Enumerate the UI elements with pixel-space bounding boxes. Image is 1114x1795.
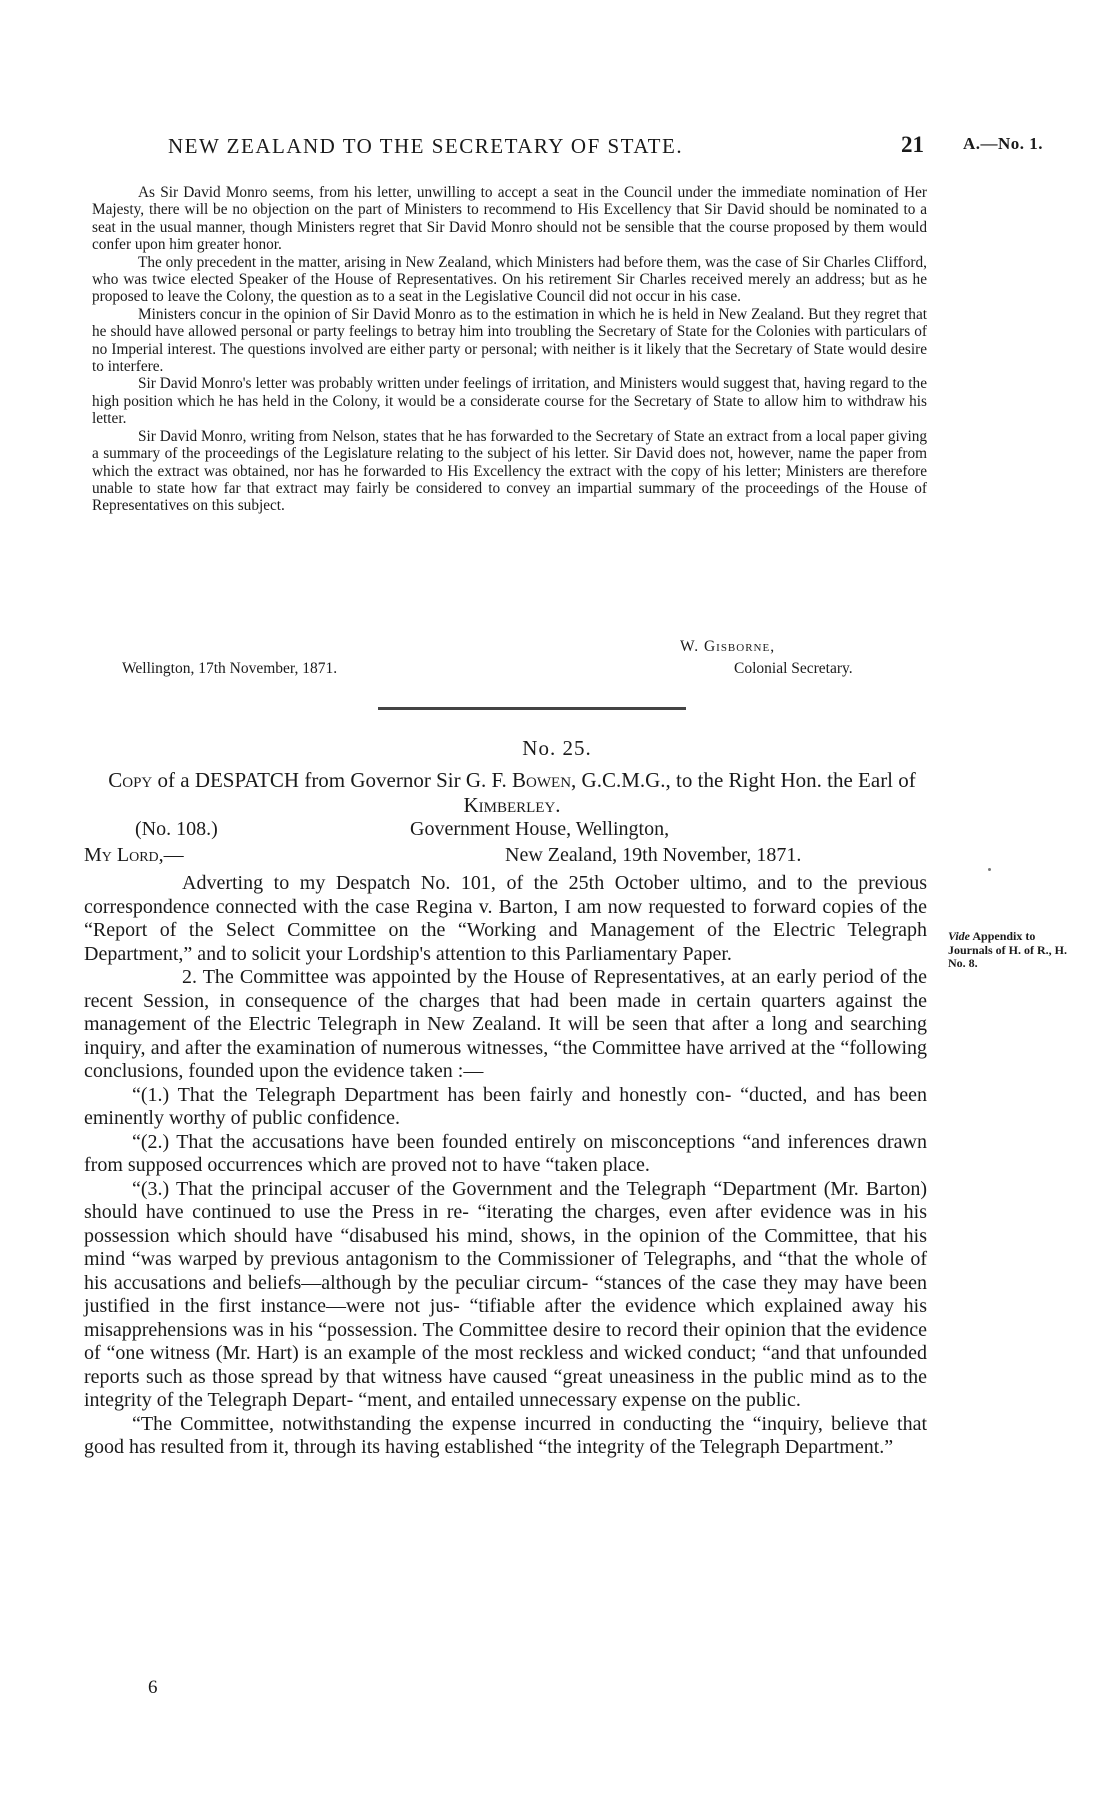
memo-paragraph: As Sir David Monro seems, from his letter, unwilling to accept a seat in the Council under the immediate nomination of Her Majesty, there will be no objection on the part of Ministers to recommend to His Excellency that Sir David should be nominated to a seat in the usual manner, though Ministers regret that Sir David Monro should not be sensible that the course proposed by them would confer upon him greater honor. [92,184,927,254]
page-number: 21 [901,132,924,157]
title-earl-name: Kimberley [463,793,556,817]
margin-note-text: Appendix to Journals of H. of R., H. No. 8. [948,929,1068,970]
margin-note [948,930,1068,971]
memo-paragraph: The only precedent in the matter, arising in New Zealand, which Ministers had before them, was the case of Sir Charles Clifford, who was twice elected Speaker of the House of Representatives. On his retirement Sir Charles received merely an address; but as he proposed to leave the Colony, the question as to a seat in the Legislative Council did not occur in his case. [92,253,927,306]
body-paragraph: Adverting to my Despatch No. 101, of the 25th October ultimo, and to the previous correspondence connected with the case Regina v. Barton, I am now requested to forward copies of the “Report of the Select Committee on the “Working and Management of the Electric Telegraph Department,” and to solicit your Lordship's attention to this Parliamentary Paper. [84,872,927,965]
despatch-title [82,768,942,818]
title-prefix: Copy [108,768,153,792]
title-part-b: , G.C.M.G., to the Right Hon. the Earl of [571,768,916,792]
section-divider [378,707,686,710]
despatch-body [84,872,927,1460]
title-part-a: of a DESPATCH from Governor Sir G. F. [152,768,513,792]
quoted-conclusion: “(1.) That the Telegraph Department has been fairly and honestly con- “ducted, and has been eminently worthy of public confidence. [84,1083,927,1129]
salutation: My Lord,— [84,844,184,866]
title-governor-name: Bowen [512,768,572,792]
running-title: NEW ZEALAND TO THE SECRETARY OF STATE. [168,134,684,158]
speck [988,868,991,871]
memo-paragraph: Sir David Monro's letter was probably written under feelings of irritation, and Ministers would suggest that, having regard to the high position which he has held in the Colony, it would be a considerate course for the Secretary of State to allow him to withdraw his letter. [92,375,927,428]
despatch-reference: (No. 108.) [135,818,218,840]
despatch-number: No. 25. [522,736,592,760]
sheet-signature: 6 [148,1677,158,1698]
memo-paragraph: Ministers concur in the opinion of Sir David Monro as to the estimation in which he is held in New Zealand. But they regret that he should have allowed personal or party feelings to betray him into troubling the Secretary of State for the Colonies with particulars of no Imperial interest. The questions involved are either party or personal; with neither is it likely that the Secretary of State would desire to interfere. [92,305,927,376]
margin-note-vide: Vide [948,929,971,943]
session-reference: A.—No. 1. [963,134,1044,153]
title-part-c: . [555,793,561,817]
memo-date-line: Wellington, 17th November, 1871. [122,660,338,677]
quoted-conclusion: “The Committee, notwithstanding the expense incurred in conducting the “inquiry, believe that good has resulted from it, through its having established “the integrity of the Telegraph Department.” [84,1412,927,1458]
ministers-memorandum [92,184,927,515]
memo-paragraph: Sir David Monro, writing from Nelson, states that he has forwarded to the Secretary of State an extract from a local paper giving a summary of the proceedings of the Legislature relating to the subject of his letter. Sir David does not, however, name the paper from which the extract was obtained, nor has he forwarded to His Excellency the extract with the copy of his letter; Ministers are therefore unable to state how far that extract may fairly be considered to convey an impartial summary of the proceedings of the House of Representatives on this subject. [92,427,927,515]
running-header [160,128,970,168]
body-paragraph: 2. The Committee was appointed by the House of Representatives, at an early period of the recent Session, in consequence of the charges that had been made in certain quarters against the management of the Electric Telegraph in New Zealand. It will be seen that after a long and searching inquiry, and after the examination of numerous witnesses, “the Committee have arrived at the “following conclusions, founded upon the evidence taken :— [84,966,927,1082]
quoted-conclusion: “(3.) That the principal accuser of the Government and the Telegraph “Department (Mr. Barton) should have continued to use the Press in re- “iterating the charges, even after evidence was in his possession which should have “disabused his mind, shows, in the opinion of the Committee, that his mind “was warped by previous antagonism to the Commissioner of Telegraphs, and “that the whole of his accusations and beliefs—although by the peculiar circum- “stances of the case they may have been justified in the first instance—were not jus- “tifiable after the evidence which explained away his misapprehensions was in his “possession. The Committee desire to record their opinion that the evidence of “one witness (Mr. Hart) is an example of the most reckless and wicked conduct; “and that unfounded reports such as those spread by that witness have caused “great uneasiness in the public mind as to the integrity of the Telegraph Depart- “ment, and entailed unnecessary expense on the public. [84,1177,927,1411]
despatch-place: Government House, Wellington, [410,818,670,840]
signatory-name: W. Gisborne, [680,638,776,655]
quoted-conclusion: “(2.) That the accusations have been founded entirely on misconceptions “and inferences drawn from supposed occurrences which are proved not to have “taken place. [84,1130,927,1176]
memo-signature-block [92,638,927,698]
despatch-date: New Zealand, 19th November, 1871. [505,844,802,866]
signatory-title: Colonial Secretary. [734,660,853,677]
